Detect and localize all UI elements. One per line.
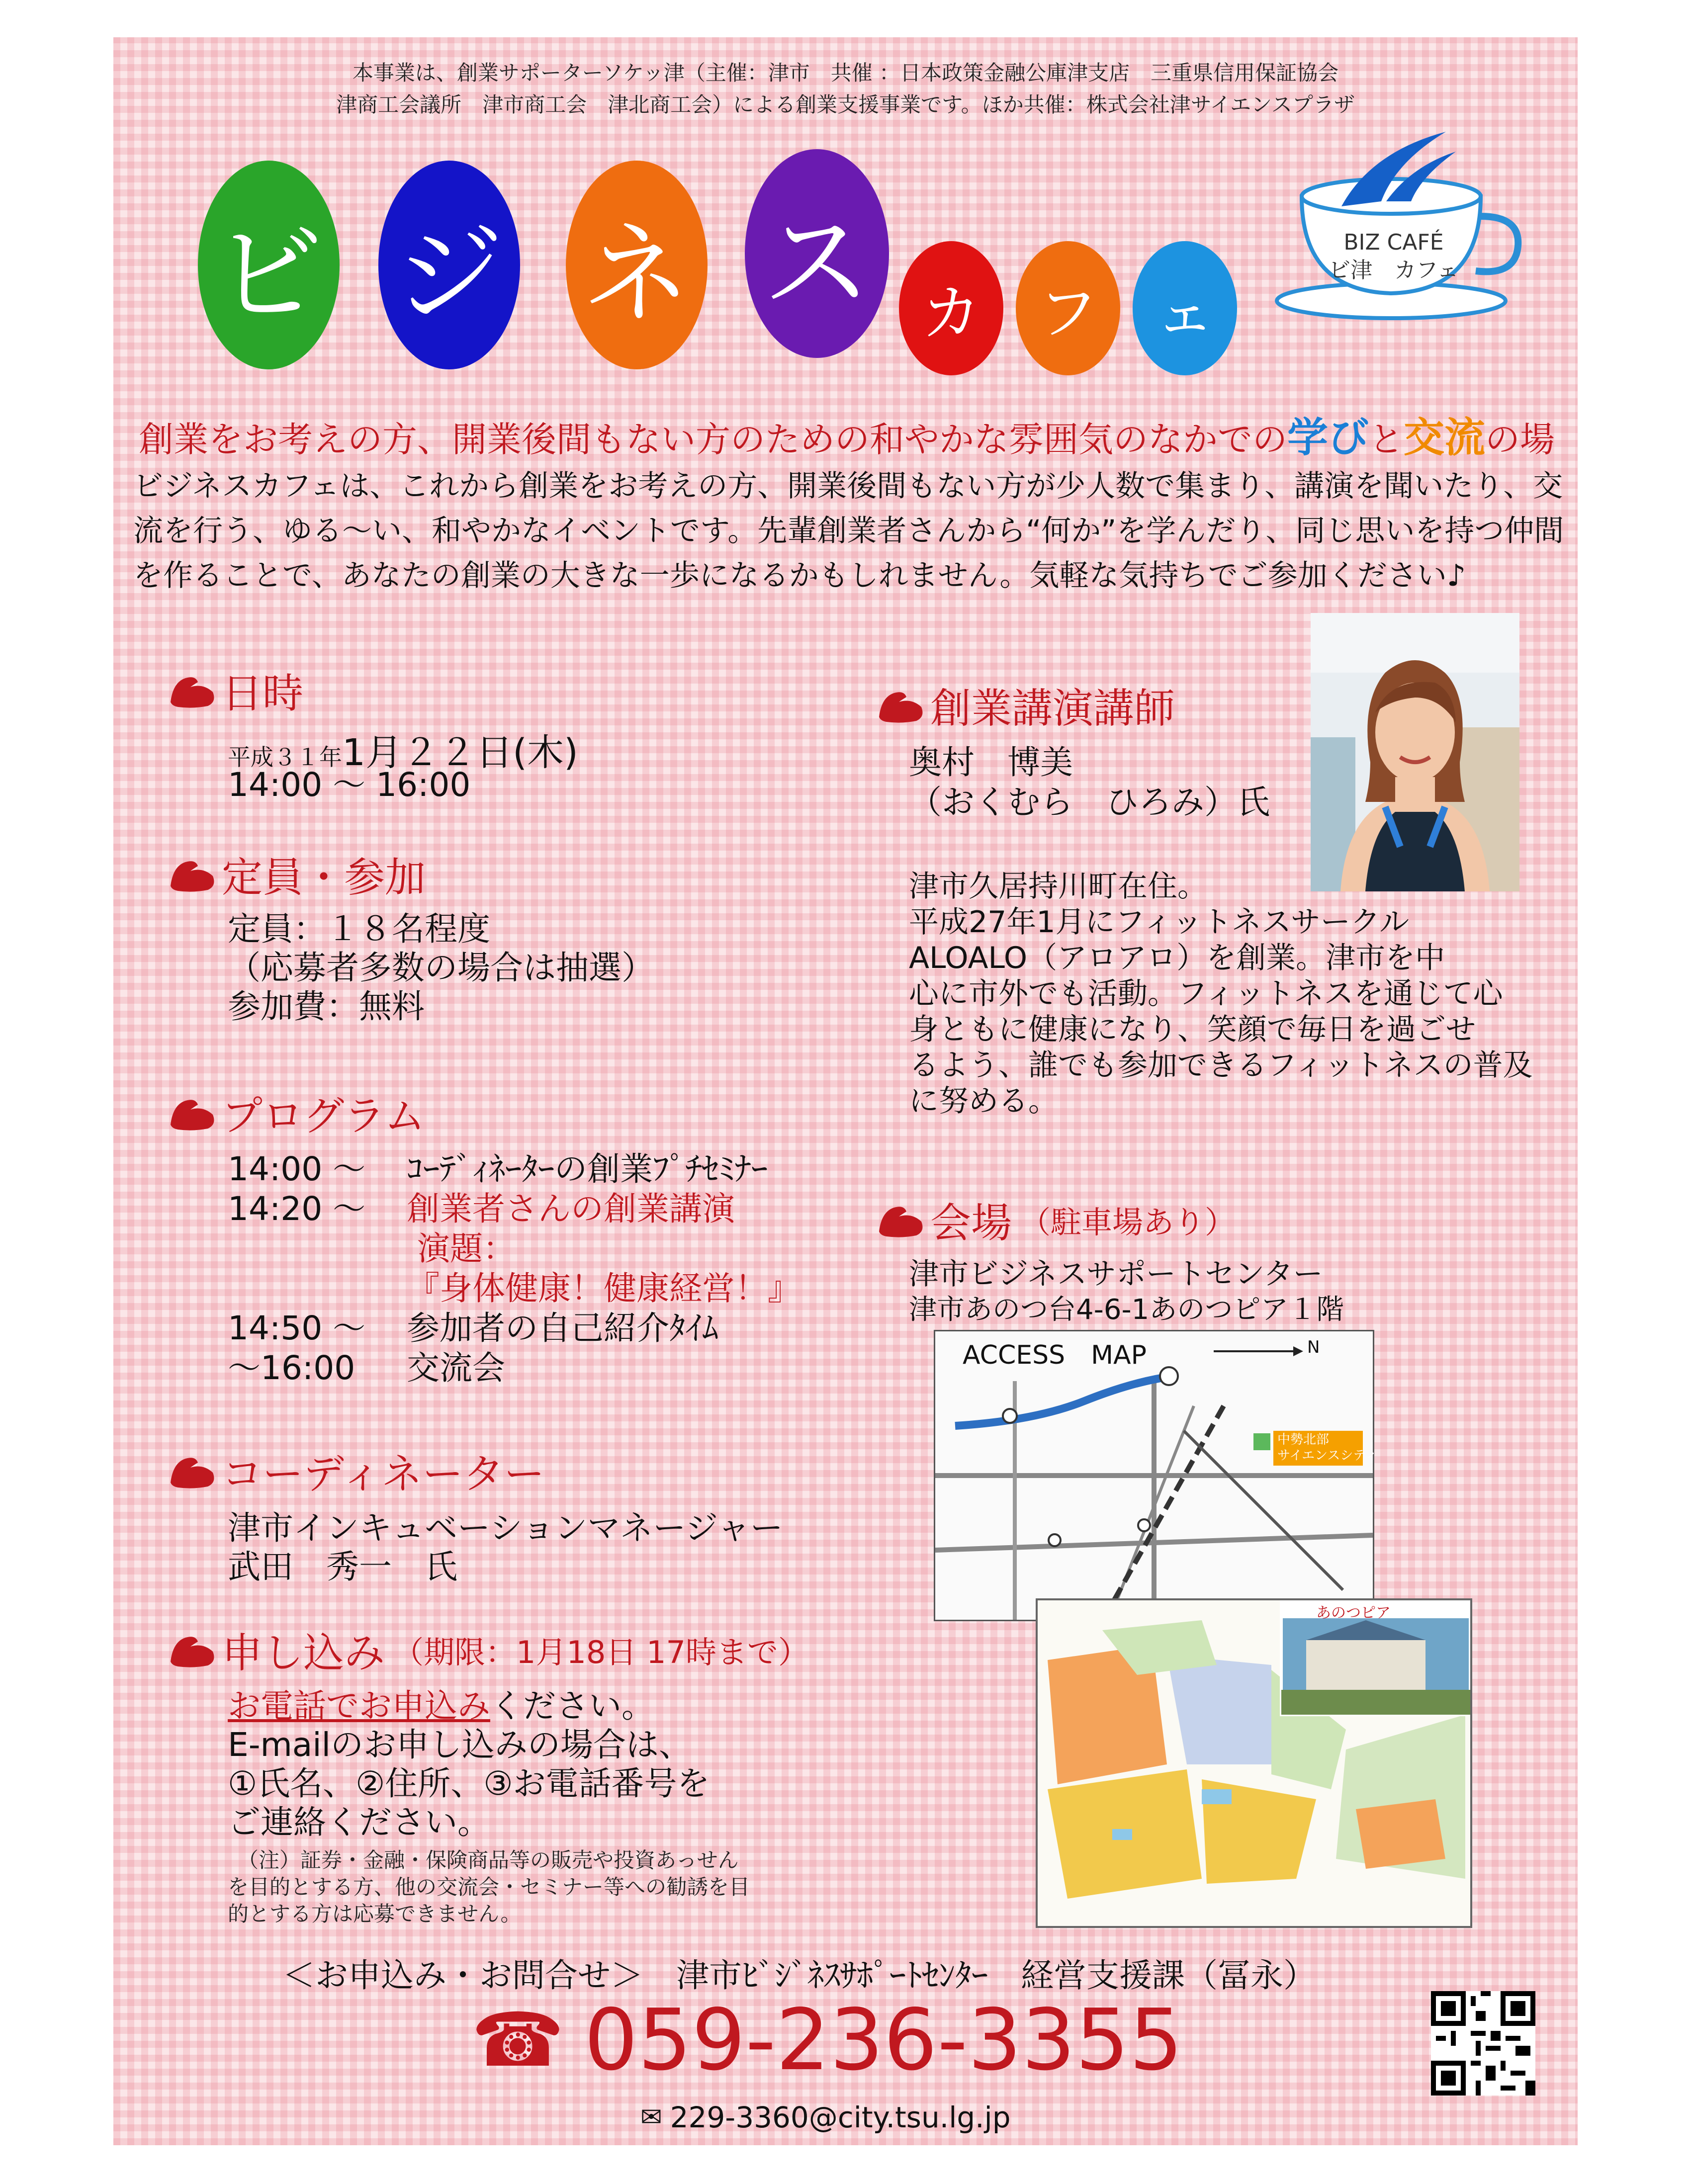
- coordinator-heading: [168, 1442, 544, 1500]
- tagline-pre: 創業をお考えの方、開業後間もない方のための和やかな雰囲気のなかでの: [138, 419, 1287, 460]
- program-time: ～16:00: [228, 1349, 356, 1387]
- program-heading: [168, 1084, 425, 1142]
- datetime-heading-text: 日時: [222, 670, 304, 717]
- map-science-city-label: [1277, 1432, 1378, 1464]
- qr-code[interactable]: [1431, 1991, 1535, 2096]
- datetime-heading: [168, 661, 303, 719]
- datetime-time: 14:00 ～ 16:00: [228, 766, 471, 804]
- capacity-heading-text: 定員・参加: [222, 854, 426, 901]
- speaker-kana: （おくむら ひろみ）氏: [909, 783, 1270, 821]
- program-row: [228, 1309, 718, 1348]
- title-char: フ: [1038, 279, 1098, 348]
- program-item: 交流会: [407, 1349, 505, 1387]
- apply-line-4: ご連絡ください。: [228, 1803, 490, 1841]
- coordinator-name: 武田 秀一 氏: [228, 1548, 457, 1586]
- venue-address: 津市あのつ台4-6-1あのつピア１階: [909, 1294, 1344, 1326]
- access-map-title: ACCESS MAP: [963, 1340, 1147, 1370]
- program-row: [228, 1269, 801, 1308]
- title-char: カ: [921, 279, 981, 348]
- apply-line-1: [228, 1687, 654, 1726]
- flexed-arm-icon: [168, 672, 218, 709]
- title-bubble-fu: [1016, 241, 1120, 375]
- venue-parking: （駐車場あり）: [1020, 1204, 1236, 1240]
- access-map: [934, 1330, 1378, 1621]
- map-label-1: 中勢北部: [1277, 1432, 1330, 1447]
- telephone-icon: ☎: [471, 1997, 564, 2084]
- apply-phone-text: お電話でお申込み: [228, 1687, 490, 1725]
- aerial-map: [1036, 1598, 1472, 1928]
- apply-note-3: 的とする方は応募できません。: [228, 1902, 522, 1926]
- program-item: 参加者の自己紹介ﾀｲﾑ: [407, 1309, 718, 1347]
- title-char: ジ: [394, 211, 504, 338]
- speaker-heading: [877, 676, 1175, 734]
- envelope-icon: ✉: [640, 2102, 662, 2132]
- flyer-sheet: [113, 37, 1578, 2145]
- flexed-arm-icon: [168, 1453, 218, 1489]
- tagline: [133, 405, 1560, 463]
- title-char: ェ: [1155, 279, 1215, 348]
- speaker-bio-line: るよう、誰でも参加できるフィットネスの普及: [909, 1048, 1533, 1083]
- program-item: 演題：: [407, 1229, 516, 1268]
- speaker-name: 奥村 博美: [909, 743, 1073, 782]
- speaker-photo: [1311, 613, 1519, 891]
- qr-code-icon: [1431, 1991, 1535, 2096]
- speaker-bio-line: 津市久居持川町在住。: [909, 869, 1207, 904]
- apply-line-2: E-mailのお申し込みの場合は、: [228, 1726, 692, 1764]
- program-time: 14:20 ～: [228, 1190, 366, 1228]
- contact-email-row: [640, 2100, 1011, 2134]
- biz-cafe-logo: [1272, 122, 1530, 321]
- speaker-heading-text: 創業講演講師: [930, 685, 1175, 732]
- logo-line-1: BIZ CAFÉ: [1343, 230, 1444, 255]
- venue-heading: [877, 1191, 1236, 1249]
- apply-note-1: （注）証券・金融・保険商品等の販売や投資あっせん: [238, 1848, 739, 1872]
- program-time: 14:50 ～: [228, 1309, 366, 1347]
- flexed-arm-icon: [168, 1632, 218, 1668]
- program-row: [228, 1190, 735, 1228]
- apply-heading: [168, 1621, 809, 1679]
- program-item: 『身体健康！健康経営！』: [407, 1269, 801, 1308]
- flexed-arm-icon: [168, 856, 218, 893]
- venue-heading-text: 会場: [930, 1200, 1012, 1247]
- aerial-map-drawing: [1038, 1600, 1470, 1926]
- title-bubble-ka: [899, 241, 1003, 375]
- title-char: ス: [762, 199, 872, 327]
- venue-name: 津市ビジネスサポートセンター: [909, 1257, 1323, 1292]
- apply-phone-suffix: ください。: [490, 1687, 654, 1725]
- aerial-map-label: あのつピア: [1316, 1604, 1391, 1622]
- sponsor-line-2: 津商工会議所 津市商工会 津北商工会）による創業支援事業です。ほか共催：株式会社津サイエンスプラザ: [336, 92, 1355, 117]
- program-row: [228, 1349, 505, 1388]
- datetime-day: 1月２２日(木): [342, 731, 578, 774]
- speaker-portrait-image: [1311, 613, 1519, 891]
- tagline-exchange: 交流: [1404, 414, 1486, 461]
- intro-paragraph: ビジネスカフェは、これから創業をお考えの方、開業後間もない方が少人数で集まり、講演を聞いたり、交流を行う、ゆる～い、和やかなイベントです。先輩創業者さんから“何か”を学んだり、同じ思いを持つ仲間を作ることで、あなたの創業の大きな一歩になるかもしれません。気軽な気持ちでご参加ください♪: [133, 469, 1564, 593]
- apply-heading-text: 申し込み: [222, 1630, 385, 1677]
- capacity-line-3: 参加費：無料: [228, 987, 425, 1026]
- title-bubble-bi: [198, 161, 340, 369]
- logo-line-2: ビ津 カフェ: [1329, 258, 1459, 283]
- datetime-era: 平成３１年: [228, 744, 342, 771]
- flexed-arm-icon: [877, 1202, 926, 1238]
- map-north-label: N: [1307, 1337, 1320, 1357]
- tagline-mid: と: [1369, 419, 1404, 460]
- title-char: ネ: [582, 211, 692, 338]
- title-bubble-e: [1133, 241, 1237, 375]
- capacity-heading: [168, 845, 426, 903]
- flexed-arm-icon: [877, 687, 926, 724]
- title-bubble-ne: [566, 161, 708, 369]
- program-heading-text: プログラム: [222, 1093, 426, 1140]
- program-time: 14:00 ～: [228, 1150, 366, 1188]
- title-bubble-su: [745, 149, 889, 358]
- contact-email[interactable]: 229-3360@city.tsu.lg.jp: [670, 2100, 1011, 2134]
- speaker-bio-line: 心に市外でも活動。フィットネスを通じて心: [909, 976, 1503, 1011]
- sponsor-line-1: 本事業は、創業サポーターソケッ津（主催：津市 共催 ：日本政策金融公庫津支店 三重県信用保証協会: [352, 61, 1339, 85]
- program-row: [228, 1229, 516, 1268]
- flexed-arm-icon: [168, 1095, 218, 1132]
- speaker-bio-line: 身ともに健康になり、笑顔で毎日を過ごせ: [909, 1012, 1476, 1047]
- contact-line: ＜お申込み・お問合せ＞ 津市ﾋﾞｼﾞﾈｽｻﾎﾟｰﾄｾﾝﾀｰ 経営支援課（冨永）: [282, 1956, 1316, 1995]
- apply-note-2: を目的とする方、他の交流会・セミナー等への勧誘を目: [228, 1875, 750, 1899]
- apply-line-3: ①氏名、②住所、③お電話番号を: [228, 1764, 710, 1803]
- speaker-bio-line: に努める。: [909, 1084, 1058, 1119]
- map-label-2: サイエンスシティ: [1277, 1448, 1378, 1463]
- speaker-bio-line: ALOALO（アロアロ）を創業。津市を中: [909, 941, 1445, 975]
- program-item: ｺｰﾃﾞｨﾈｰﾀｰの創業ﾌﾟﾁｾﾐﾅｰ: [407, 1150, 768, 1188]
- program-row: [228, 1150, 768, 1189]
- contact-phone[interactable]: 059-236-3355: [584, 1991, 1183, 2090]
- coordinator-title: 津市インキュベーションマネージャー: [228, 1509, 783, 1547]
- tagline-post: の場: [1485, 419, 1555, 460]
- contact-phone-row: [471, 1991, 1183, 2090]
- apply-deadline: （期限：1月18日 17時まで）: [393, 1634, 809, 1670]
- coordinator-heading-text: コーディネーター: [222, 1451, 545, 1498]
- program-item: 創業者さんの創業講演: [407, 1190, 735, 1228]
- speaker-bio-line: 平成27年1月にフィットネスサークル: [909, 905, 1410, 940]
- tagline-learning: 学び: [1287, 414, 1369, 461]
- access-map-drawing: [935, 1331, 1373, 1620]
- title-bubble-ji: [378, 161, 520, 369]
- capacity-line-2: （応募者多数の場合は抽選）: [228, 949, 654, 987]
- coffee-cup-icon: [1272, 122, 1530, 321]
- title-char: ビ: [214, 211, 324, 338]
- capacity-line-1: 定員：１８名程度: [228, 910, 490, 948]
